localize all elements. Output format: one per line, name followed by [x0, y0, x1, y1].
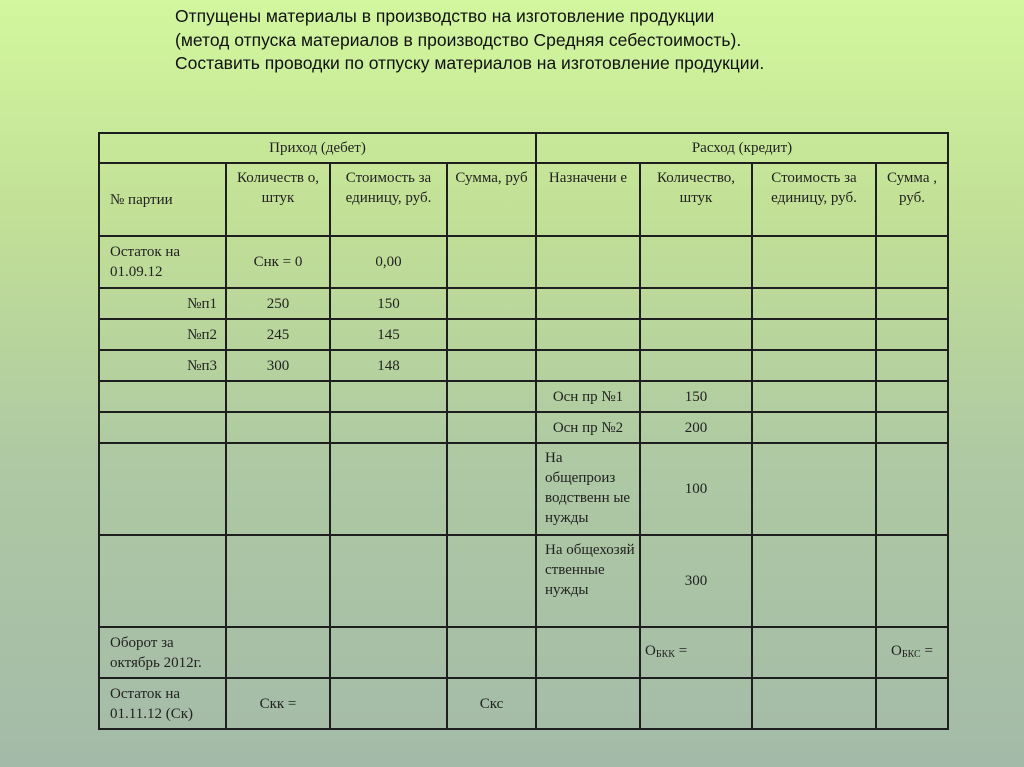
- heading-line-3: Составить проводки по отпуску материалов на изготовление продукции.: [175, 53, 765, 73]
- batch-qty: 250: [226, 288, 330, 319]
- batch-qty: 300: [226, 350, 330, 381]
- empty-cell: [536, 288, 640, 319]
- issue-row: [99, 412, 948, 443]
- empty-cell: [876, 678, 948, 729]
- empty-cell: [640, 319, 752, 350]
- empty-cell: [447, 236, 536, 288]
- turnover-sum-formula: [876, 627, 948, 678]
- empty-cell: [640, 350, 752, 381]
- empty-cell: [330, 627, 447, 678]
- opening-label: Остаток на 01.09.12: [99, 236, 226, 288]
- closing-balance-row: [99, 678, 948, 729]
- empty-cell: [330, 381, 447, 412]
- empty-cell: [536, 236, 640, 288]
- empty-cell: [226, 381, 330, 412]
- empty-cell: [876, 350, 948, 381]
- empty-cell: [447, 443, 536, 535]
- empty-cell: [330, 678, 447, 729]
- empty-cell: [99, 443, 226, 535]
- empty-cell: [99, 381, 226, 412]
- issue-qty: 300: [640, 535, 752, 627]
- empty-cell: [330, 443, 447, 535]
- heading-line-2: (метод отпуска материалов в производство Средняя себестоимость).: [175, 29, 742, 50]
- empty-cell: [447, 319, 536, 350]
- empty-cell: [876, 412, 948, 443]
- issue-purpose: Осн пр №2: [536, 412, 640, 443]
- col-purpose: Назначени е: [536, 163, 640, 236]
- heading-line-1: Отпущены материалы в производство на изготовление продукции: [175, 6, 715, 26]
- batch-name: №п1: [99, 288, 226, 319]
- empty-cell: [330, 412, 447, 443]
- obkk-symbol: O: [645, 642, 656, 659]
- obks-symbol: O: [891, 642, 902, 659]
- empty-cell: [226, 535, 330, 627]
- credit-group-header: Расход (кредит): [536, 133, 948, 163]
- empty-cell: [447, 288, 536, 319]
- batch-cost: 150: [330, 288, 447, 319]
- obks-subscript: БКС: [901, 648, 921, 660]
- empty-cell: [876, 236, 948, 288]
- empty-cell: [752, 535, 876, 627]
- issue-row: [99, 381, 948, 412]
- empty-cell: [640, 236, 752, 288]
- batch-row: [99, 288, 948, 319]
- empty-cell: [876, 381, 948, 412]
- group-header-row: [99, 133, 948, 163]
- col-unit-cost-in: Стоимость за единицу, руб.: [330, 163, 447, 236]
- batch-name: №п2: [99, 319, 226, 350]
- empty-cell: [226, 412, 330, 443]
- obkk-equals: =: [674, 642, 688, 659]
- empty-cell: [876, 443, 948, 535]
- issue-qty: 100: [640, 443, 752, 535]
- col-unit-cost-out: Стоимость за единицу, руб.: [752, 163, 876, 236]
- empty-cell: [752, 350, 876, 381]
- issue-purpose: На общепроиз водственн ые нужды: [536, 443, 640, 535]
- empty-cell: [330, 535, 447, 627]
- empty-cell: [536, 319, 640, 350]
- task-heading: [175, 5, 935, 76]
- opening-qty: Cнк = 0: [226, 236, 330, 288]
- batch-cost: 148: [330, 350, 447, 381]
- turnover-label: Оборот за октябрь 2012г.: [99, 627, 226, 678]
- issue-row: [99, 443, 948, 535]
- batch-qty: 245: [226, 319, 330, 350]
- turnover-qty-formula: [640, 627, 752, 678]
- turnover-row: [99, 627, 948, 678]
- empty-cell: [876, 288, 948, 319]
- issue-qty: 150: [640, 381, 752, 412]
- empty-cell: [447, 535, 536, 627]
- col-sum-out: Сумма , руб.: [876, 163, 948, 236]
- issue-purpose: На общехозяй ственные нужды: [536, 535, 640, 627]
- issue-row: [99, 535, 948, 627]
- empty-cell: [752, 627, 876, 678]
- empty-cell: [536, 627, 640, 678]
- closing-label: Остаток на 01.11.12 (Ск): [99, 678, 226, 729]
- empty-cell: [876, 319, 948, 350]
- empty-cell: [640, 678, 752, 729]
- closing-sum: Скс: [447, 678, 536, 729]
- empty-cell: [752, 236, 876, 288]
- debit-group-header: Приход (дебет): [99, 133, 536, 163]
- empty-cell: [752, 319, 876, 350]
- obks-equals: =: [920, 642, 933, 659]
- empty-cell: [752, 678, 876, 729]
- empty-cell: [447, 627, 536, 678]
- empty-cell: [99, 535, 226, 627]
- obkk-subscript: БКК: [655, 648, 675, 660]
- opening-cost: 0,00: [330, 236, 447, 288]
- col-qty-in: Количеств о, штук: [226, 163, 330, 236]
- empty-cell: [640, 288, 752, 319]
- col-batch: № партии: [99, 163, 226, 236]
- batch-row: [99, 350, 948, 381]
- column-header-row: [99, 163, 948, 236]
- empty-cell: [752, 443, 876, 535]
- empty-cell: [752, 412, 876, 443]
- batch-name: №п3: [99, 350, 226, 381]
- issue-qty: 200: [640, 412, 752, 443]
- batch-cost: 145: [330, 319, 447, 350]
- empty-cell: [447, 412, 536, 443]
- issue-purpose: Осн пр №1: [536, 381, 640, 412]
- empty-cell: [752, 288, 876, 319]
- col-qty-out: Количество, штук: [640, 163, 752, 236]
- empty-cell: [447, 381, 536, 412]
- empty-cell: [447, 350, 536, 381]
- batch-row: [99, 319, 948, 350]
- empty-cell: [876, 535, 948, 627]
- empty-cell: [752, 381, 876, 412]
- empty-cell: [99, 412, 226, 443]
- empty-cell: [536, 678, 640, 729]
- materials-ledger-table: [98, 132, 949, 730]
- empty-cell: [226, 627, 330, 678]
- empty-cell: [226, 443, 330, 535]
- closing-qty: Скк =: [226, 678, 330, 729]
- empty-cell: [536, 350, 640, 381]
- col-sum-in: Сумма, руб: [447, 163, 536, 236]
- opening-balance-row: [99, 236, 948, 288]
